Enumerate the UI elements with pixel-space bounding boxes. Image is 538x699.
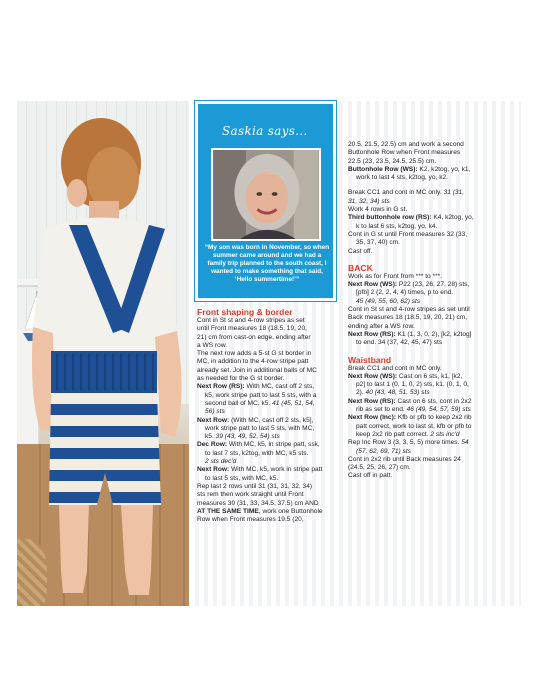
text-line: p2] to last 1 (0, 1, 0, 2) sts, k1, (0, 1, 0, [356,381,469,389]
text-line: already set. Join in additional balls of MC [197,366,317,374]
text-line: The next row adds a 5-st G st border in [197,350,312,358]
text-line: Cont in 2x2 rib until Back measures 24 [348,455,461,463]
text-run: Rep Inc Row 3 (3, 3, 5, 5) more times. [348,439,462,447]
text-line [197,441,337,449]
text-run: With MC, k5, work in stripe patt [229,466,323,474]
instruction-label: Buttonhole Row (WS): [348,165,418,173]
product-photo [17,101,189,606]
text-run: K1 (1, 3, 0, 2), [k2, k2tog] [395,330,472,338]
text-line [197,417,337,425]
text-run: Break CC1 and cont in MC only. [348,189,444,197]
text-line [348,331,496,339]
stitch-count: 31, 32, 34) sts [348,197,390,205]
text-line: Cont in St st and 4-row stripes as set until [348,306,470,314]
text-line: patt correct, work to last st, kfb or pfb to [356,422,472,430]
text-line: [pfb] 2 (2, 2, 4, 4) times, p to end. [356,289,454,297]
stitch-count: 2 sts inc'd [430,430,460,438]
text-run: rib as set to end. [356,406,407,414]
text-line: Break CC1 and cont in MC only. [348,364,442,372]
text-run: , work one Buttonhole [258,507,323,515]
text-line: Back measures 18 (18.5, 19, 20, 21) cm, [348,314,468,322]
text-line: Work 4 rows in G st. [348,206,408,214]
text-line [348,414,496,422]
text-line [348,431,496,439]
text-line: measures 30 (31, 33, 34.5, 37.5) cm AND [197,499,319,507]
instruction-label: Next Row (WS): [348,372,398,380]
stitch-count: 31 (31, [443,189,465,197]
designer-portrait [211,148,321,241]
text-line: ending after a WS row. [348,322,415,330]
text-line [348,214,496,222]
text-run: second ball of MC, k5. [205,399,273,407]
text-line [348,373,496,381]
emphasis-text: AT THE SAME TIME [197,507,259,515]
section-heading-back: BACK [348,262,373,273]
stitch-count: 39 (43, 49, 52, 54) sts [215,433,280,441]
instruction-label: Dec Row: [197,441,228,449]
text-line [197,508,337,516]
stitch-count: 56) sts [205,408,225,416]
text-line: to end. 34 (37, 42, 45, 47) sts [356,339,443,347]
text-line [348,406,496,414]
text-run: K4, k2tog, yo, [431,214,474,222]
text-line: sts rem then work straight until Front [197,491,304,499]
instruction-label: Third buttonhole row (RS): [348,214,432,222]
text-line: as needed for the G st border. [197,375,285,383]
text-run: k5. [205,433,216,441]
text-run: Kfb or pfb to keep 2x2 rib [396,414,472,422]
section-heading-waistband: Waistband [348,354,392,365]
instruction-label: Next Row (Inc): [348,414,396,422]
child-figure [17,101,189,606]
designer-quote-title: Saskia says... [222,124,308,138]
spacer [348,182,496,189]
text-line [197,433,337,441]
text-line: Rep last 2 rows until 31 (31, 31, 32, 34) [197,482,313,490]
stitch-count: 46 (49, 54, 57, 59) sts [406,406,471,414]
text-line: Work as for Front from *** to ***. [348,272,443,280]
text-run: Cast on 6 sts, k1, [k2, [397,372,463,380]
text-line [348,189,496,197]
instruction-label: Next Row: [197,466,230,474]
text-line [197,466,337,474]
text-line: a WS row. [197,341,228,349]
text-line: MC, in addition to the 4-row stripe patt [197,358,309,366]
spacer [348,256,496,263]
stitch-count: 41 (45, 51, 54, [272,399,315,407]
stitch-count: 40 (43, 48, 51, 53) sts [365,389,430,397]
instruction-label: Next Row (RS): [348,397,396,405]
text-run: P22 (23, 26, 27, 28) sts, [397,281,470,289]
text-run: keep 2x2 rib patt correct. [356,430,431,438]
text-line: Buttonhole Row when Front measures [348,149,461,157]
text-line: Cont in St st and 4-row stripes as set [197,317,305,324]
text-run: With MC, cast off 2 sts, [244,383,315,391]
spacer [348,348,496,355]
text-line: work stripe patt to last 5 sts, with MC, [205,424,315,432]
text-line: work to last 4 sts, k2tog, yo, k2. [356,174,448,182]
text-line: 35, 37, 40) cm. [356,239,400,247]
text-line: until Front measures 18 (18.5, 19, 20, [197,325,307,333]
text-line: to last 5 sts, with MC, k5. [205,474,279,482]
text-line: Cast off. [348,247,373,255]
instruction-label: Next Row (RS): [197,383,245,391]
text-run: With MC, k5, in stripe patt, ssk, [227,441,320,449]
text-line [348,398,496,406]
text-column-2 [348,141,496,481]
text-line [348,389,496,397]
stitch-count: (57, 62, 69, 71) sts [356,447,411,455]
text-line: 20.5, 21.5, 22.5) cm and work a second [348,141,464,148]
section-heading-front-shaping: Front shaping & border [197,307,293,317]
stitch-count: 54 [461,439,469,447]
instruction-label: Next Row (WS): [348,281,398,289]
text-line: Cont in G st until Front measures 32 (33, [348,230,468,238]
instruction-label: Next Row (RS): [348,330,396,338]
text-column-1 [197,307,337,524]
text-line [348,439,496,447]
text-line: 22.5 (23, 23.5, 24.5, 25.5) cm. [348,157,437,165]
text-line: to last 7 sts, k2tog, with MC, k5 sts. [205,449,309,457]
text-line: 21) cm from cast-on edge, ending after [197,333,311,341]
stitch-count: 2 sts dec'd [205,458,237,466]
text-line: (24.5, 25, 26, 27) cm. [348,464,411,472]
text-line: Cast off in patt. [348,472,393,480]
text-line [197,400,337,408]
text-run: Cast on 6 sts, cont in 2x2 [395,397,472,405]
text-line [197,383,337,391]
text-run: 2). [356,389,366,397]
designer-quote-box [195,101,336,301]
text-line: k5, work stripe patt to last 5 sts, with a [205,391,317,399]
text-line [348,281,496,289]
text-run: K2, k2tog, yo, k1, [417,165,471,173]
portrait-icon [213,150,319,239]
text-run: (With MC, cast off 2 sts, k5], [229,416,314,424]
text-line: Row when Front measures 19.5 (20, [197,516,304,524]
text-line: k to last 6 sts, k2tog, yo, k4. [356,222,438,230]
instruction-label: Next Row: [197,416,230,424]
stitch-count: 45 (49, 55, 60, 62) sts [356,297,421,305]
designer-quote-text: “My son was born in November, so when summer came around and we had a family trip planned to the south coast, I wanted to make something that said, ‘Hello summertime!’” [204,244,330,283]
text-line [348,166,496,174]
